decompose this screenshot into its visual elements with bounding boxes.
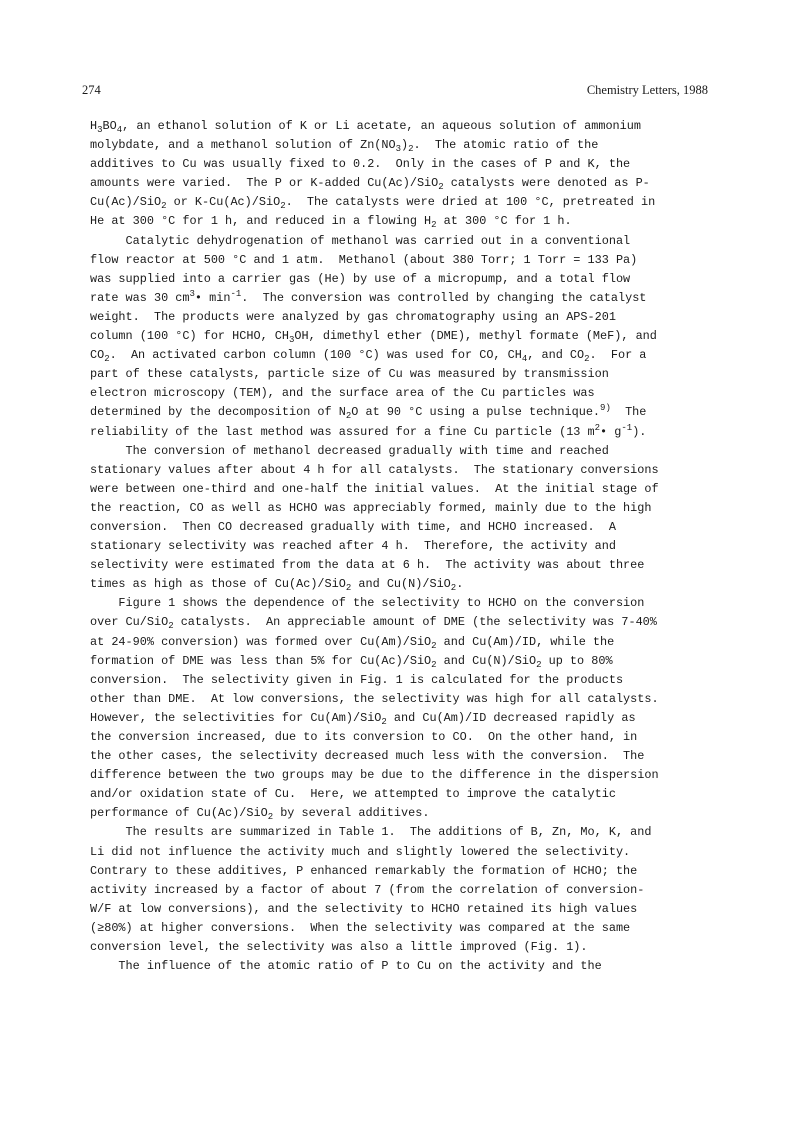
page-number: 274 <box>82 83 101 97</box>
text-line <box>90 823 708 842</box>
subscript: 2 <box>345 411 352 422</box>
text-line <box>90 270 708 289</box>
text-segment: difference between the two groups may be due to the difference in the dispersion <box>90 768 659 783</box>
text-line <box>90 136 708 155</box>
text-segment: catalysts. An appreciable amount of DME (the selectivity was 7-40% <box>173 615 657 630</box>
text-segment: selectivity were estimated from the data at 6 h. The activity was about three <box>90 558 645 573</box>
text-line <box>90 480 708 499</box>
text-segment: other than DME. At low conversions, the selectivity was high for all catalysts. <box>90 691 659 706</box>
text-segment: The <box>610 405 647 420</box>
superscript: -1 <box>230 288 242 299</box>
text-line <box>90 403 708 422</box>
text-line <box>90 423 708 442</box>
text-segment: by several additives. <box>273 806 430 821</box>
text-line <box>90 575 708 594</box>
subscript: 2 <box>584 354 590 365</box>
text-line <box>90 537 708 556</box>
text-line <box>90 957 708 976</box>
subscript: 2 <box>536 659 542 670</box>
journal-title: Chemistry Letters, 1988 <box>586 83 708 97</box>
text-segment: ). <box>632 424 647 439</box>
text-segment: reliability of the last method was assured for a fine Cu particle (13 m <box>90 424 595 439</box>
text-line <box>90 499 708 518</box>
text-line <box>90 652 708 671</box>
text-segment: conversion. The selectivity given in Fig. 1 is calculated for the products <box>90 672 624 687</box>
text-line <box>90 881 708 900</box>
subscript: 2 <box>280 201 286 212</box>
text-segment: at 300 °C for 1 h. <box>436 214 572 229</box>
text-line <box>90 174 708 193</box>
superscript: 9) <box>600 403 611 414</box>
superscript: 3 <box>189 288 195 299</box>
text-line <box>90 117 708 136</box>
text-line <box>90 232 708 251</box>
text-line <box>90 327 708 346</box>
text-segment: Li did not influence the activity much and slightly lowered the selectivity. <box>90 844 631 859</box>
text-line <box>90 594 708 613</box>
text-segment: ) <box>401 138 409 153</box>
text-segment: stationary values after about 4 h for all catalysts. The stationary conversions <box>90 462 659 477</box>
text-line <box>90 193 708 212</box>
text-segment: at 24-90% conversion) was formed over Cu(Am)/SiO <box>90 634 432 649</box>
text-segment: formation of DME was less than 5% for Cu(Ac)/SiO <box>90 653 432 668</box>
text-segment: and Cu(Am)/ID decreased rapidly as <box>386 710 636 725</box>
text-line <box>90 671 708 690</box>
subscript: 4 <box>521 354 528 365</box>
text-segment: was supplied into a carrier gas (He) by use of a micropump, and a total flow <box>90 271 631 286</box>
text-line <box>90 709 708 728</box>
text-line <box>90 785 708 804</box>
superscript: 2 <box>594 422 601 433</box>
text-segment: . The conversion was controlled by changing the catalyst <box>241 290 647 305</box>
text-segment: or K-Cu(Ac)/SiO <box>166 195 281 210</box>
text-segment: and/or oxidation state of Cu. Here, we attempted to improve the catalytic <box>90 787 616 802</box>
subscript: 2 <box>161 201 167 212</box>
text-segment: , and CO <box>527 348 585 363</box>
text-segment: Catalytic dehydrogenation of methanol was carried out in a conventional <box>90 233 631 248</box>
text-line <box>90 766 708 785</box>
text-line <box>90 919 708 938</box>
text-segment: up to 80% <box>541 653 613 668</box>
text-segment: electron microscopy (TEM), and the surface area of the Cu particles was <box>90 386 595 401</box>
text-segment: catalysts were denoted as P- <box>443 176 650 191</box>
text-line <box>90 155 708 174</box>
text-line <box>90 747 708 766</box>
text-segment: the other cases, the selectivity decreased much less with the conversion. The <box>90 749 645 764</box>
text-line <box>90 308 708 327</box>
subscript: 2 <box>408 144 414 155</box>
text-line <box>90 613 708 632</box>
text-segment: and Cu(N)/SiO <box>436 653 537 668</box>
text-line <box>90 518 708 537</box>
subscript: 2 <box>431 640 437 651</box>
text-segment: the conversion increased, due to its conversion to CO. On the other hand, in <box>90 730 638 744</box>
subscript: 2 <box>431 220 437 231</box>
text-segment: The results are summarized in Table 1. The additions of B, Zn, Mo, K, and <box>90 825 652 840</box>
text-line <box>90 556 708 575</box>
text-line <box>90 633 708 652</box>
text-line <box>90 804 708 823</box>
subscript: 3 <box>289 335 295 346</box>
text-line <box>90 251 708 270</box>
text-line <box>90 346 708 365</box>
subscript: 2 <box>431 659 437 670</box>
subscript: 2 <box>438 182 444 193</box>
text-segment: , an ethanol solution of K or Li acetate, an aqueous solution of ammonium <box>122 119 641 133</box>
text-line <box>90 938 708 957</box>
text-line <box>90 461 708 480</box>
text-segment: However, the selectivities for Cu(Am)/SiO <box>90 710 382 725</box>
text-segment: and Cu(Am)/ID, while the <box>436 634 615 649</box>
subscript: 4 <box>116 125 123 135</box>
text-segment: W/F at low conversions), and the selectivity to HCHO retained its high values <box>90 901 638 916</box>
text-line <box>90 365 708 384</box>
text-segment: determined by the decomposition of N <box>90 405 346 420</box>
text-segment: molybdate, and a methanol solution of Zn(NO <box>90 138 396 153</box>
text-line <box>90 690 708 709</box>
subscript: 2 <box>168 621 174 632</box>
text-segment: weight. The products were analyzed by gas chromatography using an APS-201 <box>90 309 616 324</box>
text-segment: times as high as those of Cu(Ac)/SiO <box>90 577 346 592</box>
text-line <box>90 862 708 881</box>
text-segment: . The catalysts were dried at 100 °C, pretreated in <box>285 195 656 210</box>
text-segment: CO <box>90 348 105 363</box>
text-segment: stationary selectivity was reached after 4 h. Therefore, the activity and <box>90 539 616 554</box>
text-segment: . <box>456 577 464 592</box>
text-segment: activity increased by a factor of about 7 (from the correlation of conversion- <box>90 882 645 897</box>
text-segment: O at 90 °C using a pulse technique. <box>351 405 601 420</box>
text-segment: • g <box>600 424 622 439</box>
text-line <box>90 289 708 308</box>
subscript: 2 <box>104 354 110 365</box>
text-segment: flow reactor at 500 °C and 1 atm. Methanol (about 380 Torr; 1 Torr = 133 Pa) <box>90 252 638 267</box>
text-line <box>90 442 708 461</box>
text-segment: The influence of the atomic ratio of P to Cu on the activity and the <box>90 959 602 974</box>
body-text <box>90 117 708 976</box>
text-segment: He at 300 °C for 1 h, and reduced in a flowing H <box>90 214 432 229</box>
subscript: 2 <box>345 583 352 594</box>
text-segment: and Cu(N)/SiO <box>351 577 451 592</box>
text-segment: conversion. Then CO decreased gradually with time, and HCHO increased. A <box>90 519 616 534</box>
text-line <box>90 384 708 403</box>
text-segment: the reaction, CO as well as HCHO was appreciably formed, mainly due to the high <box>90 500 652 515</box>
text-segment: column (100 °C) for HCHO, CH <box>90 329 290 344</box>
text-segment: H <box>90 119 98 133</box>
text-segment: . The atomic ratio of the <box>413 138 599 153</box>
subscript: 2 <box>267 812 274 823</box>
text-segment: Figure 1 shows the dependence of the selectivity to HCHO on the conversion <box>90 596 645 611</box>
text-segment: Contrary to these additives, P enhanced remarkably the formation of HCHO; the <box>90 863 638 878</box>
text-segment: The conversion of methanol decreased gradually with time and reached <box>90 443 609 458</box>
subscript: 3 <box>395 144 402 155</box>
superscript: -1 <box>621 422 633 433</box>
text-segment: part of these catalysts, particle size of Cu was measured by transmission <box>90 367 609 382</box>
page-header <box>82 83 708 99</box>
text-line <box>90 212 708 231</box>
text-segment: OH, dimethyl ether (DME), methyl formate (MeF), and <box>294 329 657 344</box>
text-line <box>90 728 708 747</box>
text-line <box>90 900 708 919</box>
text-segment: . For a <box>589 348 647 363</box>
text-segment: BO <box>102 119 117 133</box>
text-segment: Cu(Ac)/SiO <box>90 195 162 210</box>
text-segment: (≥80%) at higher conversions. When the selectivity was compared at the same <box>90 920 631 935</box>
text-segment: performance of Cu(Ac)/SiO <box>90 806 268 821</box>
text-segment: . An activated carbon column (100 °C) was used for CO, CH <box>109 348 522 363</box>
subscript: 3 <box>97 125 103 135</box>
text-segment: conversion level, the selectivity was also a little improved (Fig. 1). <box>90 940 588 955</box>
text-segment: over Cu/SiO <box>90 615 169 630</box>
text-line <box>90 843 708 862</box>
subscript: 2 <box>381 716 387 727</box>
text-segment: rate was 30 cm <box>90 290 190 305</box>
subscript: 2 <box>450 583 457 594</box>
text-segment: were between one-third and one-half the initial values. At the initial stage of <box>90 481 659 496</box>
text-segment: additives to Cu was usually fixed to 0.2. Only in the cases of P and K, the <box>90 157 631 172</box>
text-segment: • min <box>194 290 231 305</box>
text-segment: amounts were varied. The P or K-added Cu(Ac)/SiO <box>90 176 439 191</box>
